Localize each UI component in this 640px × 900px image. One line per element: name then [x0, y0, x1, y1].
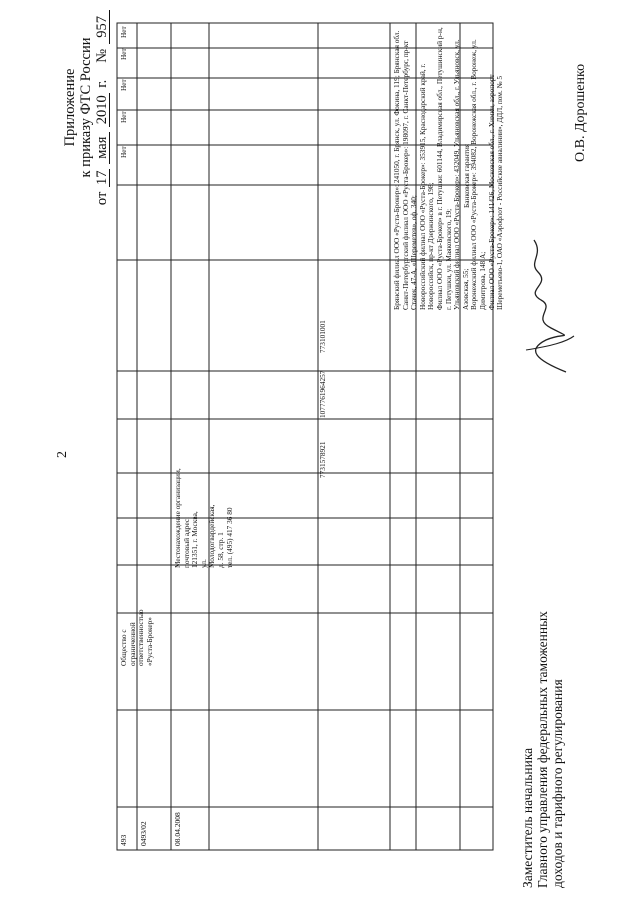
row-number: 493: [119, 834, 128, 846]
kpp: 773101001: [318, 320, 327, 353]
handwritten-signature: [496, 230, 586, 380]
order-number: 957: [95, 10, 110, 44]
guarantee: Банковская гарантия: [462, 143, 471, 208]
order-day: 17: [94, 170, 110, 185]
inn: 7731578921: [318, 441, 327, 478]
org-location: Местонахождение организации, почтовый адрес: 121351, г. Москва, ул. Молодогвардейская, д. 58, стр. 1 тел. (495) 417 36 80: [173, 468, 234, 568]
signatory-name: О.В. Дорошенко: [573, 63, 588, 162]
signatory-title: Заместитель начальника Главного управления федеральных таможенных доходов и тарифного регулирования: [520, 611, 565, 888]
order-date-line: от 17 мая 2010 г. № 957: [94, 5, 110, 210]
reg-number: 0493/02: [139, 821, 148, 846]
order-month: мая: [95, 132, 110, 164]
branches-list: Брянский филиал ООО «Руста-Брокер»: 241050, г. Брянск, ул. Фокина, 119; Брянская обл. Санкт-Петербургский филиал ООО «Руста-Брокер»: 198097, г. Санкт-Петербург, пр-кт Стачек, 47-А, «Шереметев», оф. 340; Новороссийский филиал ООО «Руста-Брокер»: 353915, Краснодарский край, г. Новороссийск, пр-кт Дзержинского, 198; Филиал ООО «Руста-Брокер» в г. Петушки: 601144, Владимирская обл., Петушинский р-н, г. Петушки, ул. Маяковского, 19; Ульяновский филиал ООО «Руста-Брокер»: 432049, Ульяновская обл., г. Ульяновск, ул. Азовская, 55; Воронежский филиал ООО «Руста-Брокер»: 394082, Воронежская обл., г. Воронеж, ул. Димитрова, 148 А; Филиал ООО «Руста-Брокер»: 141426, Московская обл., г. Химки, аэропорт Шереметьево-1, ОАО «Аэрофлот - Российские авиалинии», ДДЛ, пом. № 5: [392, 27, 505, 310]
page-number: 2: [55, 451, 70, 458]
flag-4: Нет: [119, 48, 128, 60]
flag-1: Нет: [119, 146, 128, 158]
ogrn: 1077761964257: [318, 370, 327, 418]
appendix-label: Приложение: [62, 68, 78, 147]
reg-date: 08.04.2008: [173, 812, 182, 846]
flag-2: Нет: [119, 111, 128, 123]
flag-3: Нет: [119, 79, 128, 91]
order-reference: к приказу ФТС России: [78, 37, 94, 178]
order-year: 2010: [95, 93, 110, 127]
org-name: Общество с ограниченной ответственностью «Руста-Брокер»: [119, 609, 154, 666]
flag-5: Нет: [119, 26, 128, 38]
